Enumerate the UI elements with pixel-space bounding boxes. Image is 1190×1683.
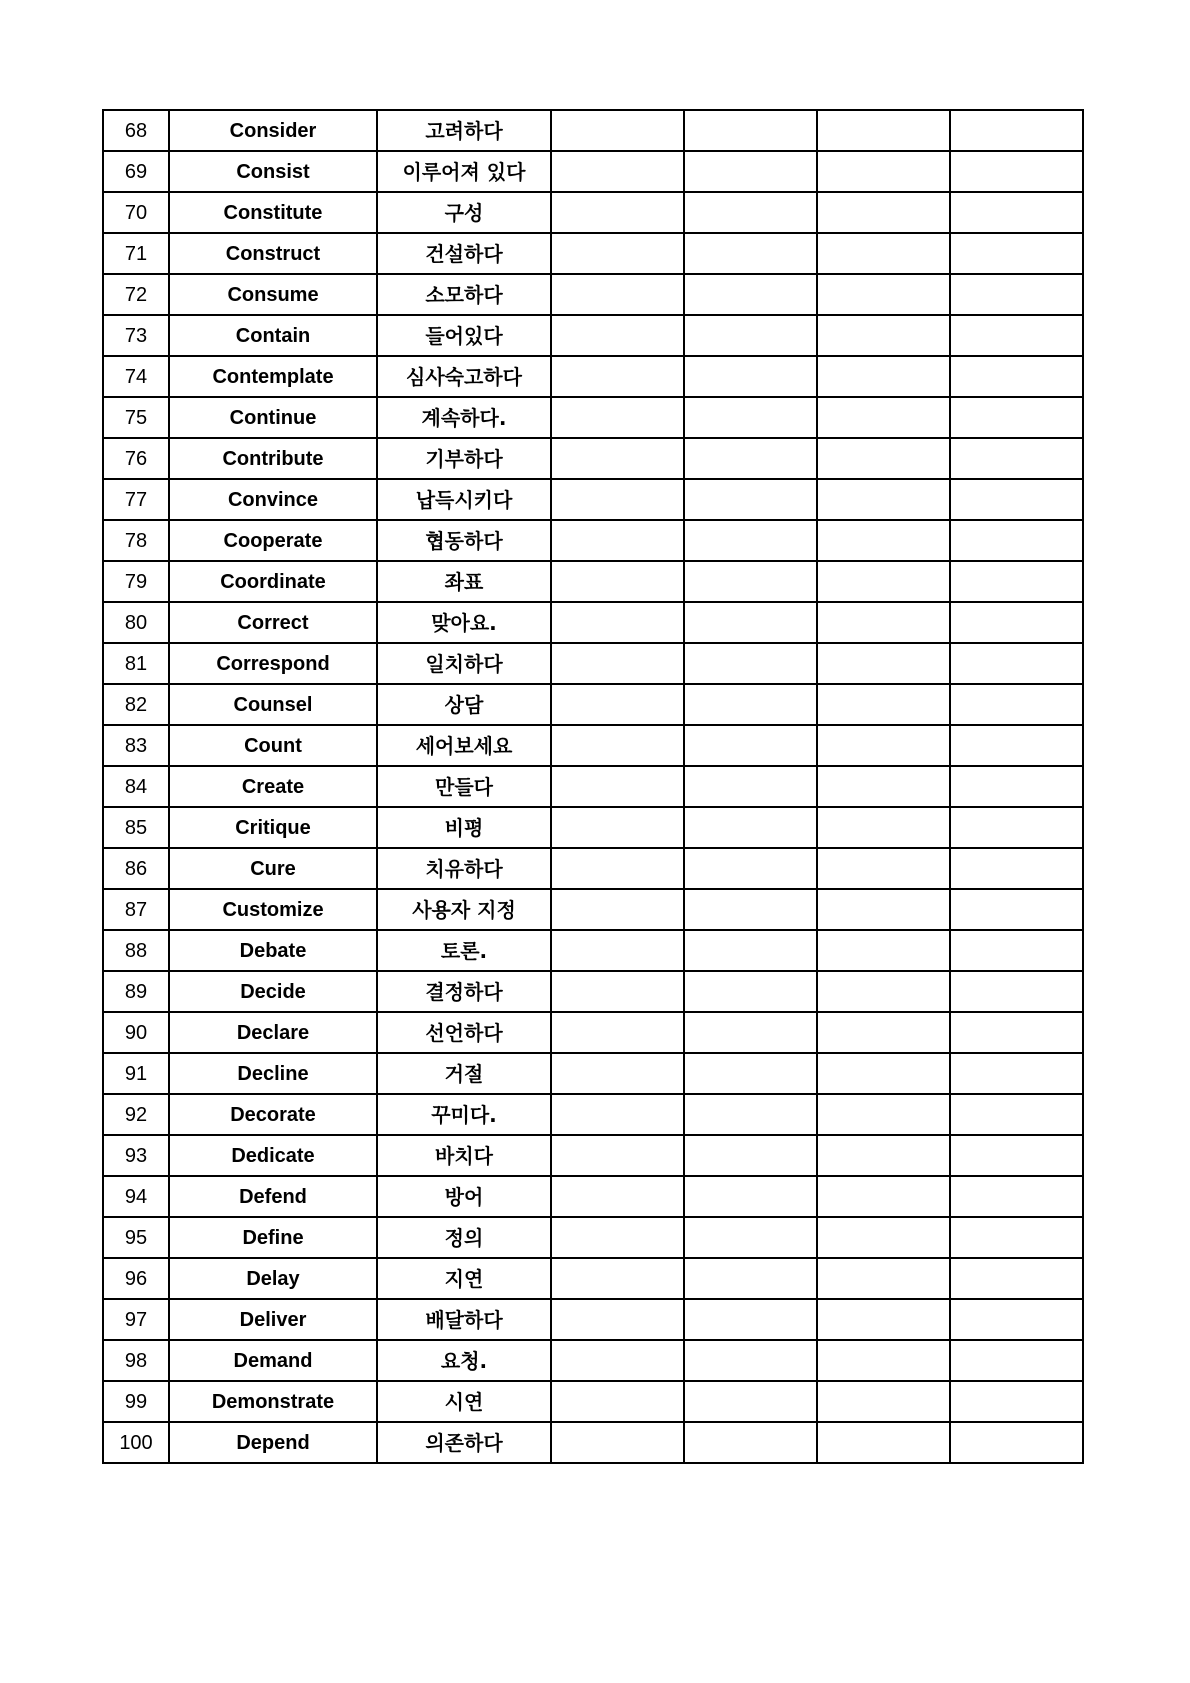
table-row [103, 233, 1083, 274]
blank-practice-cell [551, 766, 684, 807]
blank-practice-cell [684, 807, 817, 848]
blank-practice-cell [817, 561, 950, 602]
blank-practice-cell [551, 848, 684, 889]
blank-practice-cell [684, 725, 817, 766]
english-word-cell: Create [169, 766, 377, 807]
korean-meaning-cell: 고려하다 [377, 110, 551, 151]
table-row [103, 397, 1083, 438]
row-number-cell: 97 [103, 1299, 169, 1340]
blank-practice-cell [684, 889, 817, 930]
english-word-cell: Contain [169, 315, 377, 356]
english-word-cell: Delay [169, 1258, 377, 1299]
blank-practice-cell [551, 1012, 684, 1053]
row-number-cell: 73 [103, 315, 169, 356]
table-row [103, 1094, 1083, 1135]
table-row [103, 1053, 1083, 1094]
blank-practice-cell [950, 1299, 1083, 1340]
korean-meaning-cell: 세어보세요 [377, 725, 551, 766]
english-word-cell: Customize [169, 889, 377, 930]
korean-meaning-cell: 정의 [377, 1217, 551, 1258]
english-word-cell: Consist [169, 151, 377, 192]
korean-meaning-cell: 심사숙고하다 [377, 356, 551, 397]
row-number-cell: 70 [103, 192, 169, 233]
english-word-cell: Define [169, 1217, 377, 1258]
blank-practice-cell [551, 889, 684, 930]
english-word-cell: Defend [169, 1176, 377, 1217]
table-row [103, 356, 1083, 397]
blank-practice-cell [551, 602, 684, 643]
korean-meaning-cell: 상담 [377, 684, 551, 725]
blank-practice-cell [684, 848, 817, 889]
blank-practice-cell [551, 274, 684, 315]
english-word-cell: Decide [169, 971, 377, 1012]
blank-practice-cell [684, 1217, 817, 1258]
blank-practice-cell [817, 438, 950, 479]
row-number-cell: 90 [103, 1012, 169, 1053]
row-number-cell: 78 [103, 520, 169, 561]
english-word-cell: Demonstrate [169, 1381, 377, 1422]
korean-meaning-cell: 사용자 지정 [377, 889, 551, 930]
english-word-cell: Cure [169, 848, 377, 889]
korean-meaning-cell: 요청. [377, 1340, 551, 1381]
blank-practice-cell [551, 1381, 684, 1422]
row-number-cell: 85 [103, 807, 169, 848]
blank-practice-cell [950, 1381, 1083, 1422]
blank-practice-cell [551, 520, 684, 561]
blank-practice-cell [817, 151, 950, 192]
korean-meaning-cell: 바치다 [377, 1135, 551, 1176]
english-word-cell: Construct [169, 233, 377, 274]
blank-practice-cell [950, 151, 1083, 192]
blank-practice-cell [950, 233, 1083, 274]
korean-meaning-cell: 방어 [377, 1176, 551, 1217]
korean-meaning-cell: 의존하다 [377, 1422, 551, 1463]
blank-practice-cell [684, 643, 817, 684]
blank-practice-cell [950, 1135, 1083, 1176]
blank-practice-cell [684, 602, 817, 643]
english-word-cell: Coordinate [169, 561, 377, 602]
blank-practice-cell [817, 233, 950, 274]
blank-practice-cell [817, 602, 950, 643]
english-word-cell: Critique [169, 807, 377, 848]
table-row [103, 848, 1083, 889]
blank-practice-cell [551, 151, 684, 192]
blank-practice-cell [684, 151, 817, 192]
blank-practice-cell [817, 274, 950, 315]
row-number-cell: 86 [103, 848, 169, 889]
blank-practice-cell [684, 438, 817, 479]
korean-meaning-cell: 선언하다 [377, 1012, 551, 1053]
blank-practice-cell [950, 766, 1083, 807]
blank-practice-cell [817, 1012, 950, 1053]
korean-meaning-cell: 이루어져 있다 [377, 151, 551, 192]
row-number-cell: 69 [103, 151, 169, 192]
english-word-cell: Deliver [169, 1299, 377, 1340]
blank-practice-cell [817, 766, 950, 807]
table-row [103, 1381, 1083, 1422]
blank-practice-cell [817, 889, 950, 930]
blank-practice-cell [551, 233, 684, 274]
row-number-cell: 80 [103, 602, 169, 643]
blank-practice-cell [950, 1422, 1083, 1463]
blank-practice-cell [684, 274, 817, 315]
row-number-cell: 71 [103, 233, 169, 274]
blank-practice-cell [684, 1053, 817, 1094]
row-number-cell: 77 [103, 479, 169, 520]
blank-practice-cell [950, 192, 1083, 233]
row-number-cell: 94 [103, 1176, 169, 1217]
english-word-cell: Correspond [169, 643, 377, 684]
blank-practice-cell [817, 643, 950, 684]
table-row [103, 479, 1083, 520]
blank-practice-cell [950, 356, 1083, 397]
korean-meaning-cell: 좌표 [377, 561, 551, 602]
blank-practice-cell [817, 807, 950, 848]
blank-practice-cell [817, 110, 950, 151]
english-word-cell: Count [169, 725, 377, 766]
korean-meaning-cell: 건설하다 [377, 233, 551, 274]
blank-practice-cell [551, 1053, 684, 1094]
blank-practice-cell [684, 1135, 817, 1176]
vocabulary-table-body [103, 110, 1083, 1463]
row-number-cell: 91 [103, 1053, 169, 1094]
row-number-cell: 84 [103, 766, 169, 807]
row-number-cell: 98 [103, 1340, 169, 1381]
blank-practice-cell [950, 725, 1083, 766]
row-number-cell: 74 [103, 356, 169, 397]
english-word-cell: Contribute [169, 438, 377, 479]
blank-practice-cell [684, 971, 817, 1012]
blank-practice-cell [551, 1299, 684, 1340]
table-row [103, 1340, 1083, 1381]
blank-practice-cell [950, 643, 1083, 684]
row-number-cell: 79 [103, 561, 169, 602]
blank-practice-cell [950, 1053, 1083, 1094]
korean-meaning-cell: 소모하다 [377, 274, 551, 315]
english-word-cell: Decline [169, 1053, 377, 1094]
table-row [103, 930, 1083, 971]
blank-practice-cell [817, 192, 950, 233]
blank-practice-cell [950, 1340, 1083, 1381]
blank-practice-cell [684, 561, 817, 602]
blank-practice-cell [551, 315, 684, 356]
blank-practice-cell [551, 643, 684, 684]
english-word-cell: Dedicate [169, 1135, 377, 1176]
row-number-cell: 99 [103, 1381, 169, 1422]
table-row [103, 807, 1083, 848]
blank-practice-cell [551, 971, 684, 1012]
blank-practice-cell [684, 766, 817, 807]
english-word-cell: Continue [169, 397, 377, 438]
blank-practice-cell [684, 1422, 817, 1463]
table-row [103, 725, 1083, 766]
row-number-cell: 83 [103, 725, 169, 766]
blank-practice-cell [551, 397, 684, 438]
english-word-cell: Debate [169, 930, 377, 971]
table-row [103, 315, 1083, 356]
blank-practice-cell [684, 930, 817, 971]
blank-practice-cell [551, 930, 684, 971]
blank-practice-cell [817, 1340, 950, 1381]
blank-practice-cell [817, 1422, 950, 1463]
table-row [103, 1217, 1083, 1258]
vocabulary-table [102, 109, 1084, 1464]
row-number-cell: 96 [103, 1258, 169, 1299]
blank-practice-cell [817, 848, 950, 889]
blank-practice-cell [817, 1258, 950, 1299]
korean-meaning-cell: 들어있다 [377, 315, 551, 356]
korean-meaning-cell: 결정하다 [377, 971, 551, 1012]
table-row [103, 684, 1083, 725]
blank-practice-cell [817, 1053, 950, 1094]
table-row [103, 520, 1083, 561]
blank-practice-cell [551, 356, 684, 397]
english-word-cell: Counsel [169, 684, 377, 725]
row-number-cell: 82 [103, 684, 169, 725]
table-row [103, 561, 1083, 602]
blank-practice-cell [684, 479, 817, 520]
table-row [103, 1258, 1083, 1299]
blank-practice-cell [551, 1422, 684, 1463]
blank-practice-cell [551, 1135, 684, 1176]
table-row [103, 766, 1083, 807]
korean-meaning-cell: 계속하다. [377, 397, 551, 438]
row-number-cell: 72 [103, 274, 169, 315]
table-row [103, 192, 1083, 233]
blank-practice-cell [817, 520, 950, 561]
blank-practice-cell [684, 1176, 817, 1217]
table-row [103, 1135, 1083, 1176]
row-number-cell: 100 [103, 1422, 169, 1463]
table-row [103, 151, 1083, 192]
english-word-cell: Contemplate [169, 356, 377, 397]
blank-practice-cell [817, 479, 950, 520]
blank-practice-cell [950, 807, 1083, 848]
blank-practice-cell [684, 315, 817, 356]
row-number-cell: 89 [103, 971, 169, 1012]
blank-practice-cell [817, 1094, 950, 1135]
korean-meaning-cell: 비평 [377, 807, 551, 848]
korean-meaning-cell: 지연 [377, 1258, 551, 1299]
blank-practice-cell [684, 1012, 817, 1053]
english-word-cell: Convince [169, 479, 377, 520]
table-row [103, 274, 1083, 315]
blank-practice-cell [950, 520, 1083, 561]
blank-practice-cell [551, 110, 684, 151]
english-word-cell: Constitute [169, 192, 377, 233]
row-number-cell: 93 [103, 1135, 169, 1176]
blank-practice-cell [817, 1299, 950, 1340]
blank-practice-cell [950, 438, 1083, 479]
korean-meaning-cell: 만들다 [377, 766, 551, 807]
row-number-cell: 95 [103, 1217, 169, 1258]
row-number-cell: 68 [103, 110, 169, 151]
row-number-cell: 76 [103, 438, 169, 479]
korean-meaning-cell: 토론. [377, 930, 551, 971]
blank-practice-cell [817, 1217, 950, 1258]
english-word-cell: Demand [169, 1340, 377, 1381]
blank-practice-cell [684, 1381, 817, 1422]
blank-practice-cell [684, 233, 817, 274]
blank-practice-cell [817, 356, 950, 397]
row-number-cell: 87 [103, 889, 169, 930]
english-word-cell: Consider [169, 110, 377, 151]
table-row [103, 1299, 1083, 1340]
korean-meaning-cell: 거절 [377, 1053, 551, 1094]
blank-practice-cell [950, 602, 1083, 643]
korean-meaning-cell: 구성 [377, 192, 551, 233]
korean-meaning-cell: 기부하다 [377, 438, 551, 479]
table-row [103, 1422, 1083, 1463]
english-word-cell: Depend [169, 1422, 377, 1463]
blank-practice-cell [817, 1176, 950, 1217]
blank-practice-cell [817, 684, 950, 725]
blank-practice-cell [817, 971, 950, 1012]
blank-practice-cell [684, 110, 817, 151]
row-number-cell: 92 [103, 1094, 169, 1135]
korean-meaning-cell: 시연 [377, 1381, 551, 1422]
blank-practice-cell [684, 1258, 817, 1299]
blank-practice-cell [551, 192, 684, 233]
korean-meaning-cell: 배달하다 [377, 1299, 551, 1340]
table-row [103, 971, 1083, 1012]
table-row [103, 643, 1083, 684]
korean-meaning-cell: 일치하다 [377, 643, 551, 684]
blank-practice-cell [684, 1340, 817, 1381]
blank-practice-cell [551, 479, 684, 520]
blank-practice-cell [551, 1217, 684, 1258]
blank-practice-cell [950, 397, 1083, 438]
blank-practice-cell [950, 1012, 1083, 1053]
korean-meaning-cell: 꾸미다. [377, 1094, 551, 1135]
blank-practice-cell [950, 930, 1083, 971]
english-word-cell: Consume [169, 274, 377, 315]
blank-practice-cell [684, 1299, 817, 1340]
blank-practice-cell [684, 520, 817, 561]
blank-practice-cell [817, 397, 950, 438]
blank-practice-cell [817, 1135, 950, 1176]
blank-practice-cell [950, 1094, 1083, 1135]
blank-practice-cell [950, 1176, 1083, 1217]
row-number-cell: 88 [103, 930, 169, 971]
blank-practice-cell [950, 479, 1083, 520]
row-number-cell: 75 [103, 397, 169, 438]
blank-practice-cell [551, 807, 684, 848]
blank-practice-cell [551, 438, 684, 479]
blank-practice-cell [684, 1094, 817, 1135]
blank-practice-cell [950, 315, 1083, 356]
blank-practice-cell [950, 1258, 1083, 1299]
blank-practice-cell [551, 725, 684, 766]
row-number-cell: 81 [103, 643, 169, 684]
blank-practice-cell [950, 971, 1083, 1012]
blank-practice-cell [950, 110, 1083, 151]
blank-practice-cell [551, 1094, 684, 1135]
korean-meaning-cell: 치유하다 [377, 848, 551, 889]
table-row [103, 438, 1083, 479]
blank-practice-cell [817, 315, 950, 356]
blank-practice-cell [551, 1258, 684, 1299]
blank-practice-cell [950, 848, 1083, 889]
english-word-cell: Correct [169, 602, 377, 643]
blank-practice-cell [684, 684, 817, 725]
blank-practice-cell [817, 725, 950, 766]
blank-practice-cell [950, 889, 1083, 930]
blank-practice-cell [950, 1217, 1083, 1258]
blank-practice-cell [551, 1340, 684, 1381]
blank-practice-cell [551, 561, 684, 602]
table-row [103, 1012, 1083, 1053]
blank-practice-cell [950, 561, 1083, 602]
table-row [103, 110, 1083, 151]
blank-practice-cell [684, 397, 817, 438]
blank-practice-cell [684, 192, 817, 233]
blank-practice-cell [684, 356, 817, 397]
korean-meaning-cell: 납득시키다 [377, 479, 551, 520]
blank-practice-cell [817, 930, 950, 971]
blank-practice-cell [551, 684, 684, 725]
blank-practice-cell [950, 274, 1083, 315]
table-row [103, 1176, 1083, 1217]
korean-meaning-cell: 맞아요. [377, 602, 551, 643]
english-word-cell: Cooperate [169, 520, 377, 561]
blank-practice-cell [950, 684, 1083, 725]
english-word-cell: Decorate [169, 1094, 377, 1135]
table-row [103, 602, 1083, 643]
english-word-cell: Declare [169, 1012, 377, 1053]
table-row [103, 889, 1083, 930]
korean-meaning-cell: 협동하다 [377, 520, 551, 561]
blank-practice-cell [551, 1176, 684, 1217]
blank-practice-cell [817, 1381, 950, 1422]
